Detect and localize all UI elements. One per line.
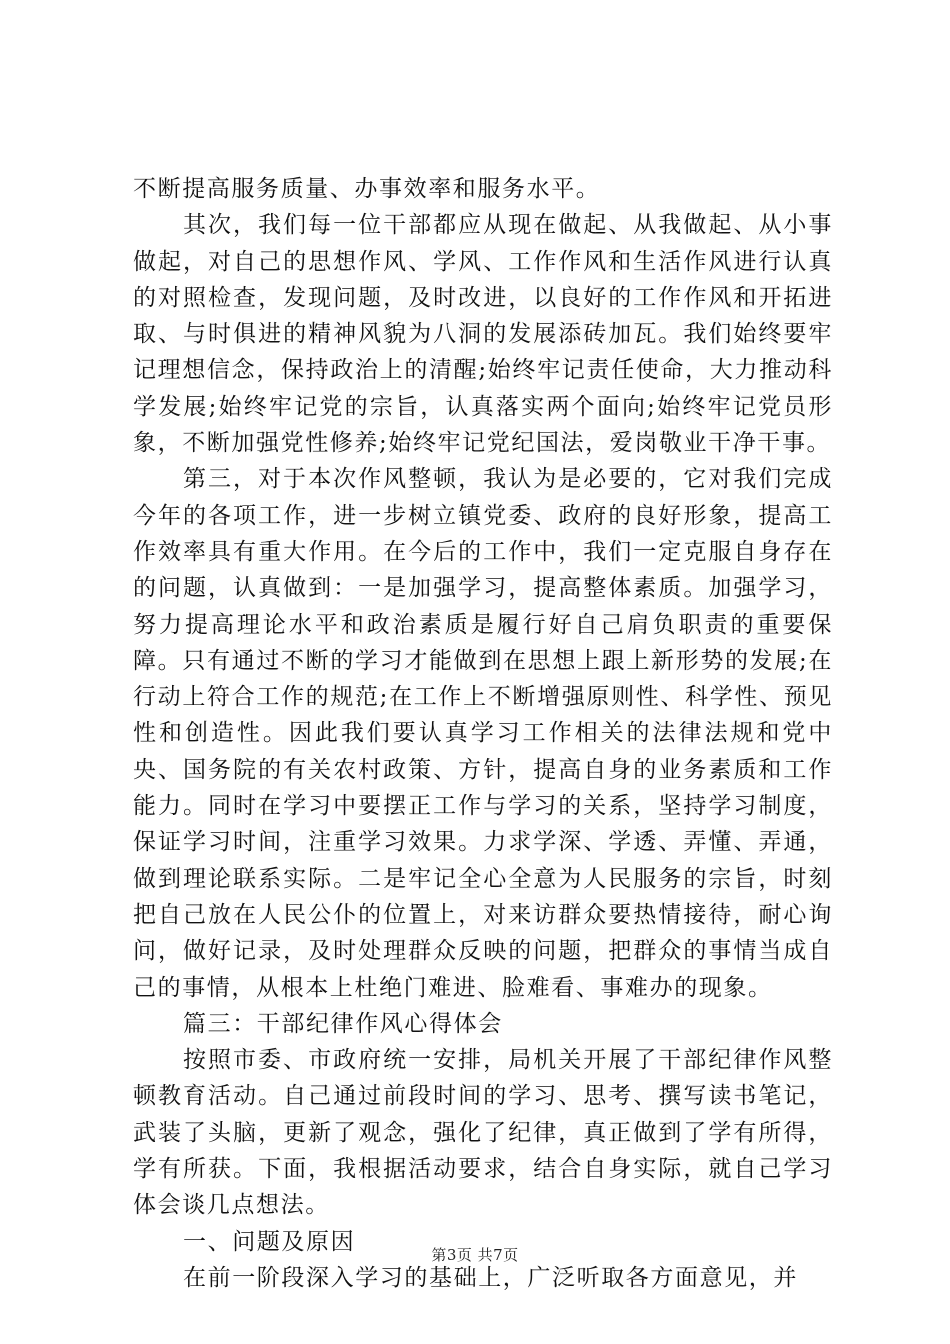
- subheading: 一、问题及原因: [183, 1228, 356, 1255]
- paragraph-2: 其次，我们每一位干部都应从现在做起、从我做起、从小事做起，对自己的思想作风、学风、工作作风和生活作风进行认真的对照检查，发现问题，及时改进，以良好的工作作风和开拓进取、与时俱进的精神风貌为八洞的发展添砖加瓦。我们始终要牢记理想信念，保持政治上的清醒;始终牢记责任使命，大力推动科学发展;始终牢记党的宗旨，认真落实两个面向;始终牢记党员形象，不断加强党性修养;始终牢记党纪国法，爱岗敬业干净干事。: [133, 212, 833, 457]
- paragraph-3: 第三，对于本次作风整顿，我认为是必要的，它对我们完成今年的各项工作，进一步树立镇党委、政府的良好形象，提高工作效率具有重大作用。在今后的工作中，我们一定克服自身存在的问题，认真做到：一是加强学习，提高整体素质。加强学习，努力提高理论水平和政治素质是履行好自己肩负职责的重要保障。只有通过不断的学习才能做到在思想上跟上新形势的发展;在行动上符合工作的规范;在工作上不断增强原则性、科学性、预见性和创造性。因此我们要认真学习工作相关的法律法规和党中央、国务院的有关农村政策、方针，提高自身的业务素质和工作能力。同时在学习中要摆正工作与学习的关系，坚持学习制度，保证学习时间，注重学习效果。力求学深、学透、弄懂、弄通，做到理论联系实际。二是牢记全心全意为人民服务的宗旨，时刻把自己放在人民公仆的位置上，对来访群众要热情接待，耐心询问，做好记录，及时处理群众反映的问题，把群众的事情当成自己的事情，从根本上杜绝门难进、脸难看、事难办的现象。: [133, 466, 833, 1001]
- paragraph-5: 在前一阶段深入学习的基础上，广泛听取各方面意见，并: [183, 1264, 798, 1291]
- section-heading: 篇三：干部纪律作风心得体会: [183, 1010, 503, 1037]
- paragraph-4: 按照市委、市政府统一安排，局机关开展了干部纪律作风整顿教育活动。自己通过前段时间的学习、思考、撰写读书笔记，武装了头脑，更新了观念，强化了纪律，真正做到了学有所得，学有所获。下面，我根据活动要求，结合自身实际，就自己学习体会谈几点想法。: [133, 1047, 833, 1219]
- page-footer: 第3页 共7页: [431, 1246, 519, 1264]
- paragraph-1: 不断提高服务质量、办事效率和服务水平。: [133, 176, 601, 202]
- document-body: [133, 171, 833, 1296]
